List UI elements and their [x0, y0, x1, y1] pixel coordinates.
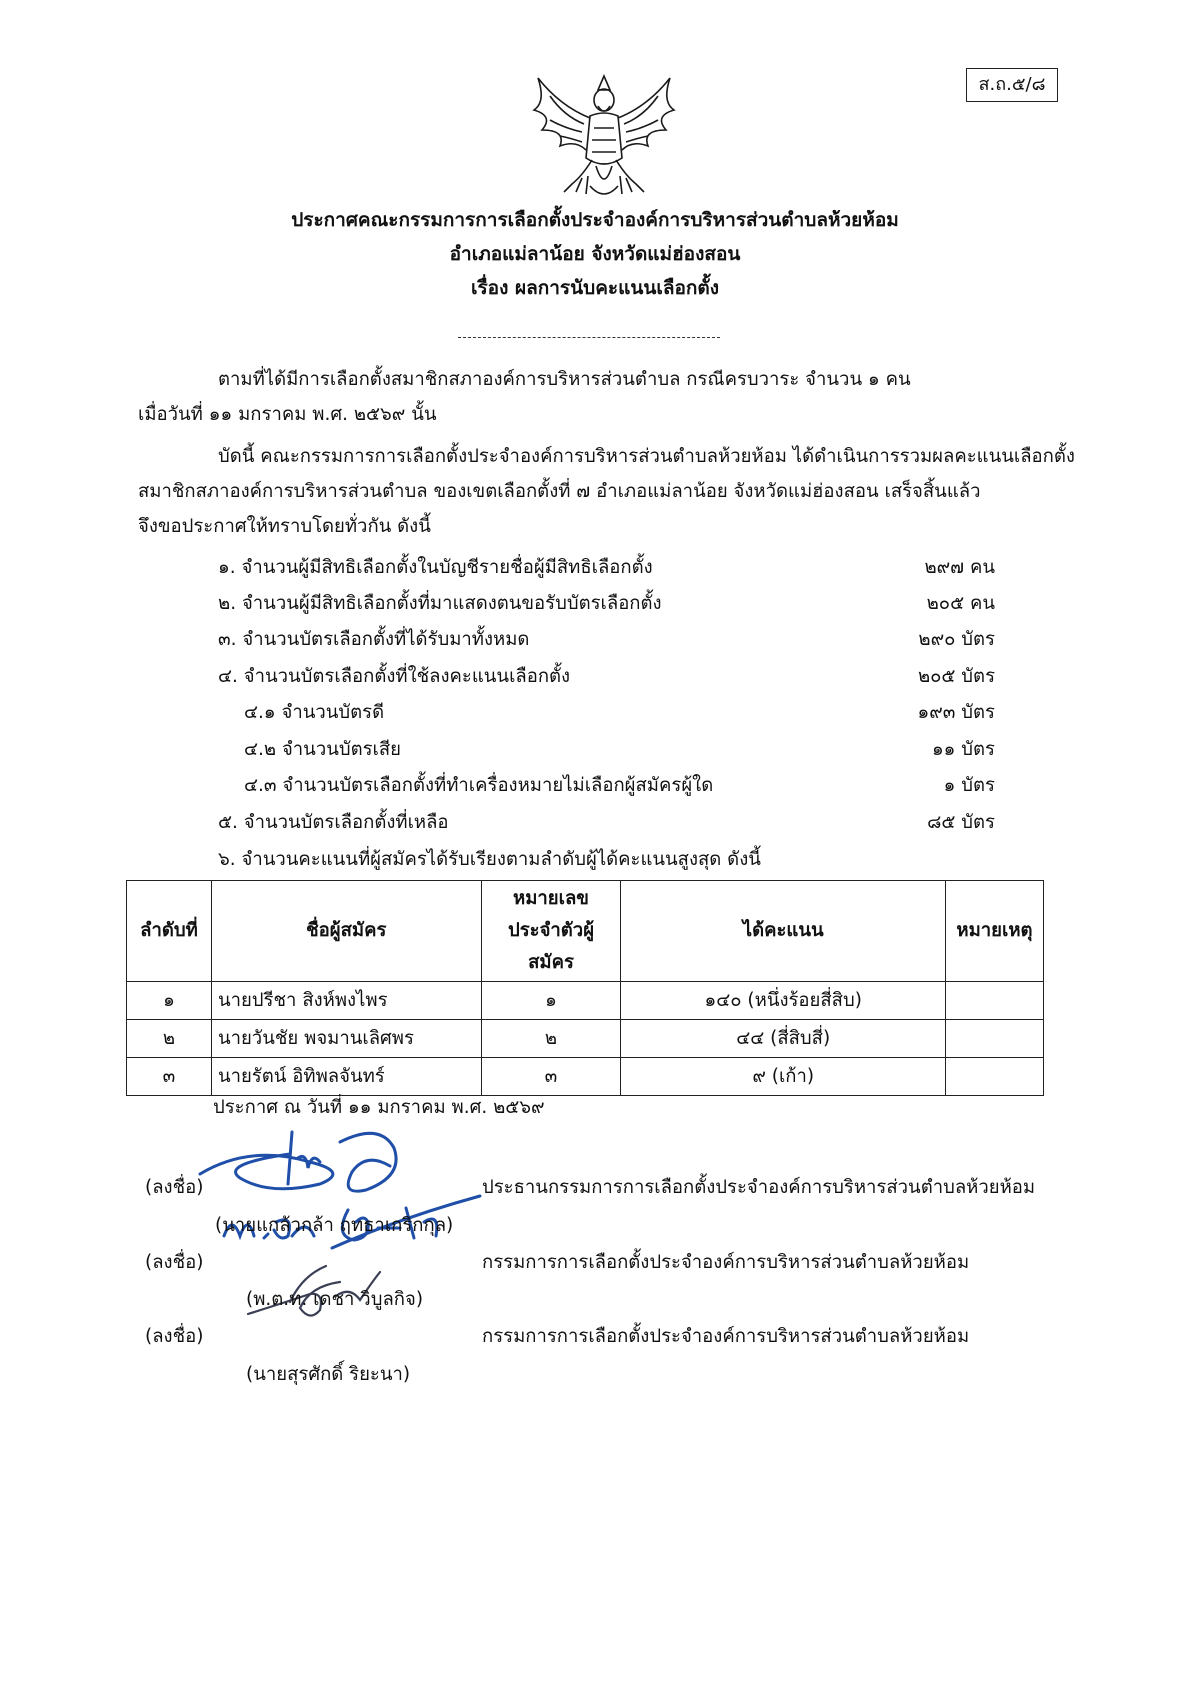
cell-score: ๑๔๐ (หนึ่งร้อยสี่สิบ): [621, 982, 946, 1020]
cell-number: ๒: [481, 1020, 621, 1058]
cell-score: ๙ (เก้า): [621, 1058, 946, 1096]
item-5-label: ๕. จำนวนบัตรเลือกตั้งที่เหลือ: [218, 812, 449, 833]
item-1-label: ๑. จำนวนผู้มีสิทธิเลือกตั้งในบัญชีรายชื่อผู้มีสิทธิเลือกตั้ง: [218, 557, 653, 578]
form-code-box: ส.ถ.๕/๘: [966, 68, 1058, 102]
signature-1-label: (ลงชื่อ): [145, 1177, 204, 1198]
header-number-line-2: ประจำตัวผู้สมัคร: [507, 920, 595, 973]
announcement-title: ประกาศคณะกรรมการการเลือกตั้งประจำองค์การบริหารส่วนตำบลห้วยห้อม: [291, 209, 899, 231]
results-table: [126, 880, 1044, 1096]
cell-note: [945, 1020, 1043, 1058]
item-3-value: ๒๙๐ บัตร: [918, 629, 995, 650]
cell-number: ๑: [481, 982, 621, 1020]
intro-paragraph-2-line-2: สมาชิกสภาองค์การบริหารส่วนตำบล ของเขตเลือกตั้งที่ ๗ อำเภอแม่ลาน้อย จังหวัดแม่ฮ่องสอน เสร็จสิ้นแล้ว: [138, 481, 981, 502]
cell-name: นายรัตน์ อิทิพลจันทร์: [211, 1058, 481, 1096]
header-number-line-1: หมายเลข: [513, 888, 589, 909]
cell-name: นายปรีชา สิงห์พงไพร: [211, 982, 481, 1020]
garuda-emblem-icon: [520, 66, 688, 206]
signature-3-name: (นายสุรศักดิ์ ริยะนา): [246, 1364, 411, 1385]
signature-2-name: (พ.ต.ท. เดชา วิบูลกิจ): [246, 1289, 424, 1310]
header-rank: ลำดับที่: [127, 881, 212, 982]
item-2-label: ๒. จำนวนผู้มีสิทธิเลือกตั้งที่มาแสดงตนขอรับบัตรเลือกตั้ง: [218, 593, 662, 614]
signature-1-position: ประธานกรรมการการเลือกตั้งประจำองค์การบริหารส่วนตำบลห้วยห้อม: [482, 1177, 1036, 1198]
district-province-title: อำเภอแม่ลาน้อย จังหวัดแม่ฮ่องสอน: [449, 243, 741, 265]
item-4-label: ๔. จำนวนบัตรเลือกตั้งที่ใช้ลงคะแนนเลือกตั้ง: [218, 666, 571, 687]
item-4-2-value: ๑๑ บัตร: [931, 739, 995, 760]
intro-paragraph-1-line-1: ตามที่ได้มีการเลือกตั้งสมาชิกสภาองค์การบริหารส่วนตำบล กรณีครบวาระ จำนวน ๑ คน: [218, 369, 911, 390]
table-row: [127, 1020, 1044, 1058]
item-6-label: ๖. จำนวนคะแนนที่ผู้สมัครได้รับเรียงตามลำดับผู้ได้คะแนนสูงสุด ดังนี้: [218, 849, 761, 870]
table-row: [127, 1058, 1044, 1096]
signature-2-label: (ลงชื่อ): [145, 1252, 204, 1273]
table-row: [127, 982, 1044, 1020]
cell-rank: ๑: [127, 982, 212, 1020]
cell-name: นายวันชัย พจมานเลิศพร: [211, 1020, 481, 1058]
item-4-1-label: ๔.๑ จำนวนบัตรดี: [244, 702, 385, 723]
item-4-1-value: ๑๙๓ บัตร: [917, 702, 995, 723]
signature-3-label: (ลงชื่อ): [145, 1326, 204, 1347]
table-header-row: [127, 881, 1044, 982]
header-note: หมายเหตุ: [945, 881, 1043, 982]
intro-paragraph-2-line-3: จึงขอประกาศให้ทราบโดยทั่วกัน ดังนี้: [138, 516, 431, 537]
item-4-3-value: ๑ บัตร: [943, 775, 995, 796]
cell-score: ๔๔ (สี่สิบสี่): [621, 1020, 946, 1058]
intro-paragraph-1-line-2: เมื่อวันที่ ๑๑ มกราคม พ.ศ. ๒๕๖๙ นั้น: [138, 404, 437, 425]
cell-rank: ๒: [127, 1020, 212, 1058]
cell-note: [945, 1058, 1043, 1096]
item-5-value: ๘๕ บัตร: [927, 812, 995, 833]
header-candidate-number: [481, 881, 621, 982]
cell-note: [945, 982, 1043, 1020]
item-1-value: ๒๙๗ คน: [924, 557, 995, 578]
cell-number: ๓: [481, 1058, 621, 1096]
signature-3-position: กรรมการการเลือกตั้งประจำองค์การบริหารส่วนตำบลห้วยห้อม: [482, 1326, 970, 1347]
subject-title: เรื่อง ผลการนับคะแนนเลือกตั้ง: [470, 277, 719, 299]
header-candidate-name: ชื่อผู้สมัคร: [211, 881, 481, 982]
item-2-value: ๒๐๕ คน: [926, 593, 995, 614]
intro-paragraph-2-line-1: บัดนี้ คณะกรรมการการเลือกตั้งประจำองค์การบริหารส่วนตำบลห้วยห้อม ได้ดำเนินการรวมผลคะแนนเลือกตั้ง: [218, 446, 1075, 467]
item-4-value: ๒๐๕ บัตร: [917, 666, 995, 687]
item-4-3-label: ๔.๓ จำนวนบัตรเลือกตั้งที่ทำเครื่องหมายไม่เลือกผู้สมัครผู้ใด: [244, 775, 714, 796]
signature-2-position: กรรมการการเลือกตั้งประจำองค์การบริหารส่วนตำบลห้วยห้อม: [482, 1252, 970, 1273]
signature-1-name: (นายแกล้วกล้า ฤทธาเกริกกุล): [215, 1215, 454, 1236]
announcement-date: ประกาศ ณ วันที่ ๑๑ มกราคม พ.ศ. ๒๕๖๙: [213, 1097, 545, 1118]
cell-rank: ๓: [127, 1058, 212, 1096]
item-4-2-label: ๔.๒ จำนวนบัตรเสีย: [244, 739, 402, 760]
title-separator: [458, 337, 720, 338]
header-score: ได้คะแนน: [621, 881, 946, 982]
item-3-label: ๓. จำนวนบัตรเลือกตั้งที่ได้รับมาทั้งหมด: [218, 629, 530, 650]
